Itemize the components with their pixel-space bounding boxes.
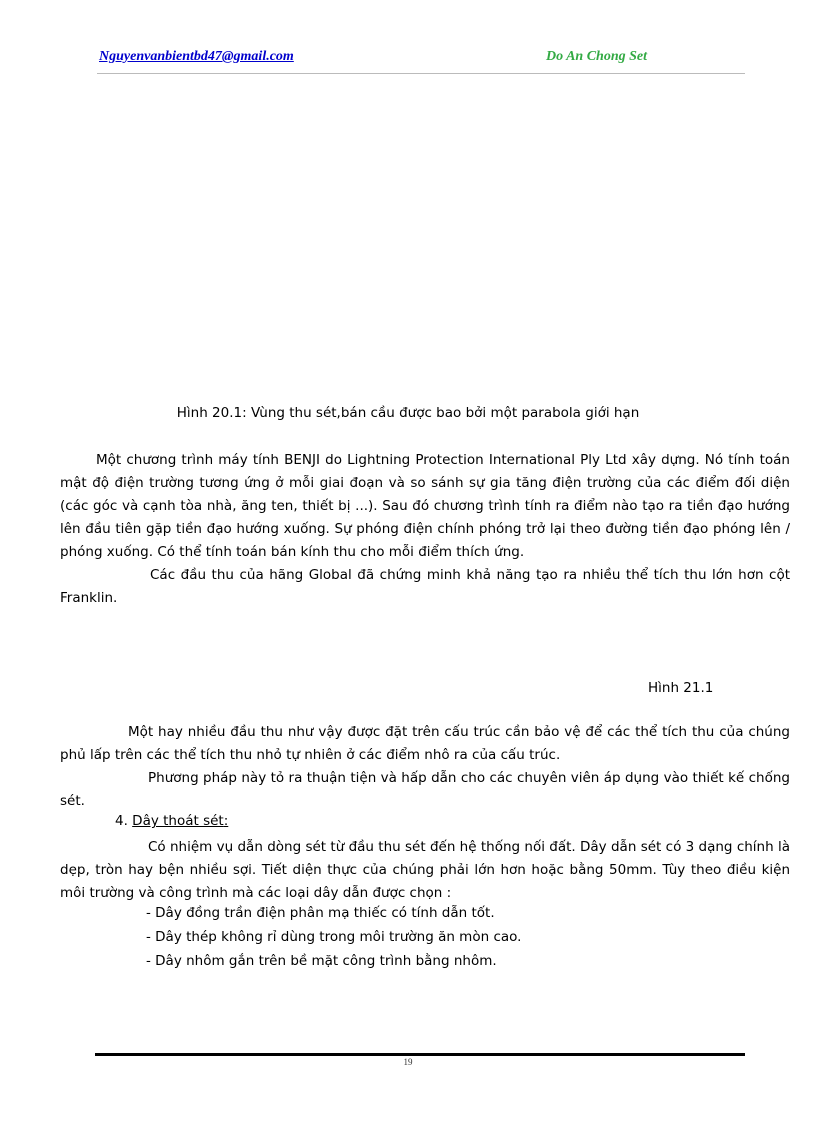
list-item: - Dây nhôm gắn trên bề mặt công trình bằng nhôm. — [146, 953, 497, 969]
list-item: - Dây đồng trần điện phân mạ thiếc có tính dẫn tốt. — [146, 905, 495, 921]
paragraph-method-text: Phương pháp này tỏ ra thuận tiện và hấp dẫn cho các chuyên viên áp dụng vào thiết kế chống sét. — [60, 770, 790, 809]
footer-rule — [95, 1053, 745, 1056]
header-document-title: Do An Chong Set — [546, 49, 648, 64]
paragraph-benji — [60, 449, 790, 610]
header-email-link[interactable]: Nguyenvanbientbd47@gmail.com — [99, 49, 294, 64]
section-4-number: 4. — [115, 813, 133, 829]
paragraph-benji-text: Một chương trình máy tính BENJI do Lightning Protection International Ply Ltd xây dựng. Nó tính toán mật độ điện trường tương ứng ở mỗi giai đoạn và so sánh sự gia tăng điện trường của các điểm đối diện (các góc và cạnh tòa nhà, ăng ten, thiết bị ...). Sau đó chương trình tính ra điểm nào tạo ra tiền đạo hướng lên đầu tiên gặp tiền đạo hướng xuống. Sự phóng điện chính phóng trở lại theo đường tiền đạo phóng lên / phóng xuống. Có thể tính toán bán kính thu cho mỗi điểm thích ứng. — [60, 452, 790, 560]
page-number: 19 — [403, 1057, 413, 1067]
section-4-body-text: Có nhiệm vụ dẫn dòng sét từ đầu thu sét đến hệ thống nối đất. Dây dẫn sét có 3 dạng chính là dẹp, tròn hay bện nhiều sợi. Tiết diện thực của chúng phải lớn hơn hoặc bằng 50mm. Tùy theo điều kiện môi trường và công trình mà các loại dây dẫn được chọn : — [60, 839, 790, 901]
figure-caption-20-1: Hình 20.1: Vùng thu sét,bán cầu được bao bởi một parabola giới hạn — [176, 405, 640, 421]
paragraph-multiple-terminals-text: Một hay nhiều đầu thu như vậy được đặt trên cấu trúc cần bảo vệ để các thể tích thu của chúng phủ lấp trên các thể tích thu nhỏ tự nhiên ở các điểm nhô ra của cấu trúc. — [60, 724, 790, 763]
list-item: - Dây thép không rỉ dùng trong môi trường ăn mòn cao. — [146, 929, 522, 945]
section-4-body — [60, 836, 790, 905]
header-rule — [97, 73, 745, 74]
section-4-colon: : — [223, 813, 229, 829]
section-4-title: Dây thoát sét — [132, 813, 224, 829]
section-4-heading — [115, 813, 228, 829]
figure-label-21-1: Hình 21.1 — [648, 680, 714, 696]
paragraph-global-text: Các đầu thu của hãng Global đã chứng minh khả năng tạo ra nhiều thể tích thu lớn hơn cột Franklin. — [60, 567, 790, 606]
paragraph-multiple-terminals — [60, 721, 790, 813]
